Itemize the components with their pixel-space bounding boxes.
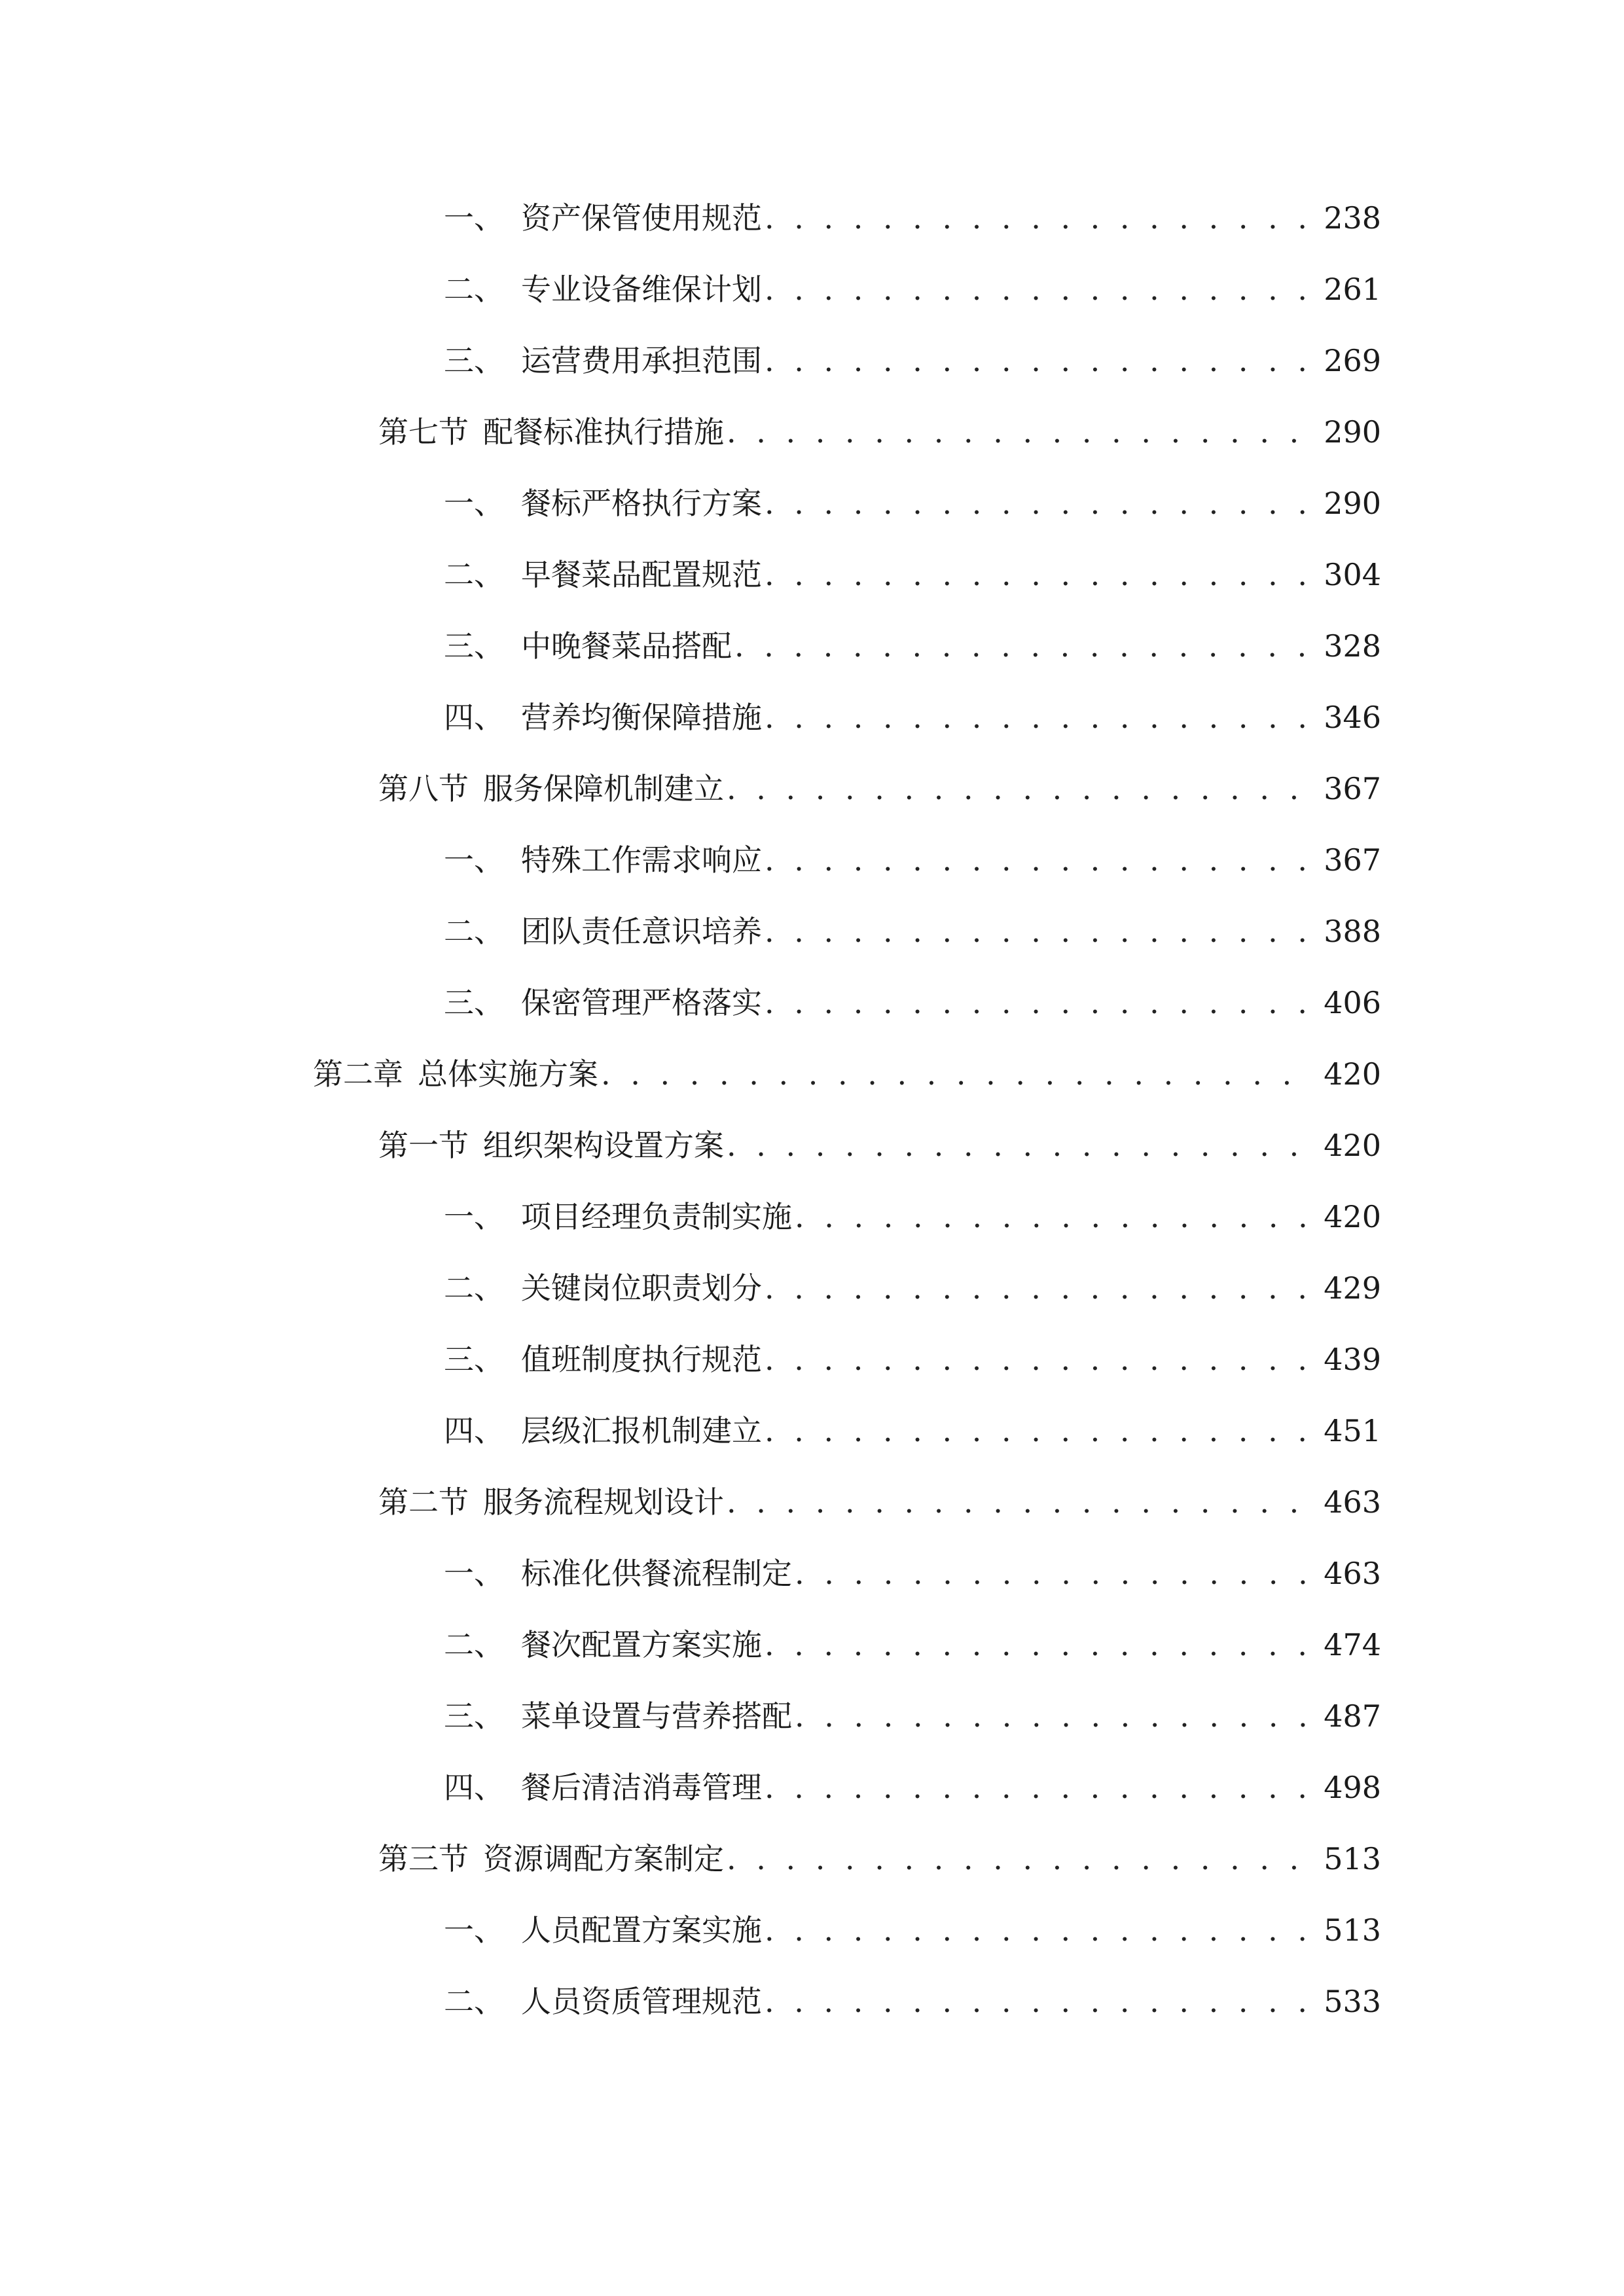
toc-entry-number: 三、	[444, 628, 504, 664]
dot-leader	[734, 626, 1313, 666]
toc-entry-title: 标准化供餐流程制定	[521, 1556, 792, 1591]
toc-entry-title: 人员资质管理规范	[521, 1984, 762, 2019]
dot-leader	[765, 484, 1313, 523]
toc-entry[interactable]	[444, 270, 1381, 309]
toc-entry-page: 238	[1324, 200, 1381, 236]
toc-entry-page: 487	[1324, 1698, 1381, 1734]
toc-entry[interactable]	[444, 1768, 1381, 1807]
toc-entry-number: 一、	[444, 1199, 504, 1234]
toc-entry[interactable]	[444, 840, 1381, 880]
toc-entry[interactable]	[444, 1340, 1381, 1379]
toc-section-entry[interactable]	[378, 1126, 1381, 1165]
toc-entry-number: 一、	[444, 200, 504, 236]
toc-chapter-entry[interactable]	[313, 1054, 1381, 1094]
toc-entry-page: 420	[1324, 1199, 1381, 1234]
toc-entry[interactable]	[444, 912, 1381, 951]
dot-leader	[765, 1768, 1313, 1807]
toc-entry-number: 二、	[444, 914, 504, 949]
toc-entry-title: 总体实施方案	[418, 1056, 598, 1092]
toc-entry-title: 层级汇报机制建立	[521, 1413, 762, 1448]
toc-section-number: 第一节	[378, 1128, 469, 1163]
dot-leader	[765, 1411, 1313, 1450]
toc-entry-page: 420	[1324, 1128, 1381, 1163]
dot-leader	[727, 412, 1313, 452]
toc-entry-title: 餐标严格执行方案	[521, 486, 762, 521]
toc-entry-number: 一、	[444, 486, 504, 521]
toc-entry-number: 一、	[444, 842, 504, 878]
toc-entry-page: 463	[1324, 1556, 1381, 1591]
toc-entry[interactable]	[444, 1411, 1381, 1450]
dot-leader	[765, 1268, 1313, 1308]
toc-entry[interactable]	[444, 1268, 1381, 1308]
toc-entry-number: 一、	[444, 1912, 504, 1948]
toc-section-entry[interactable]	[378, 1839, 1381, 1878]
toc-entry-title: 菜单设置与营养搭配	[521, 1698, 792, 1734]
toc-entry[interactable]	[444, 484, 1381, 523]
toc-entry-number: 二、	[444, 1984, 504, 2019]
toc-entry-title: 团队责任意识培养	[521, 914, 762, 949]
toc-entry-page: 429	[1324, 1270, 1381, 1306]
toc-section-entry[interactable]	[378, 1482, 1381, 1522]
dot-leader	[727, 1482, 1313, 1522]
toc-entry-page: 406	[1324, 985, 1381, 1020]
toc-entry-page: 463	[1324, 1484, 1381, 1520]
toc-chapter-number: 第二章	[313, 1056, 403, 1092]
toc-entry-title: 中晚餐菜品搭配	[521, 628, 732, 664]
toc-entry-title: 组织架构设置方案	[483, 1128, 724, 1163]
toc-entry-number: 二、	[444, 1627, 504, 1662]
toc-entry-title: 运营费用承担范围	[521, 343, 762, 378]
toc-entry-title: 专业设备维保计划	[521, 272, 762, 307]
toc-entry-number: 三、	[444, 343, 504, 378]
toc-section-entry[interactable]	[378, 769, 1381, 808]
toc-entry-number: 三、	[444, 1698, 504, 1734]
toc-entry[interactable]	[444, 698, 1381, 737]
toc-entry-page: 513	[1324, 1841, 1381, 1876]
toc-entry-title: 值班制度执行规范	[521, 1342, 762, 1377]
dot-leader	[765, 912, 1313, 951]
toc-entry[interactable]	[444, 1696, 1381, 1736]
dot-leader	[601, 1054, 1313, 1094]
toc-entry[interactable]	[444, 1197, 1381, 1236]
toc-section-number: 第三节	[378, 1841, 469, 1876]
toc-entry-title: 服务保障机制建立	[483, 771, 724, 806]
dot-leader	[765, 198, 1313, 238]
toc-entry-page: 367	[1324, 842, 1381, 878]
toc-entry-title: 营养均衡保障措施	[521, 700, 762, 735]
toc-entry-page: 513	[1324, 1912, 1381, 1948]
toc-entry-number: 二、	[444, 272, 504, 307]
dot-leader	[765, 1910, 1313, 1950]
dot-leader	[765, 840, 1313, 880]
toc-entry-page: 346	[1324, 700, 1381, 735]
dot-leader	[727, 1839, 1313, 1878]
toc-entry-number: 二、	[444, 557, 504, 592]
toc-entry-page: 451	[1324, 1413, 1381, 1448]
toc-entry-title: 服务流程规划设计	[483, 1484, 724, 1520]
toc-entry[interactable]	[444, 341, 1381, 380]
toc-entry[interactable]	[444, 1554, 1381, 1593]
toc-entry-page: 269	[1324, 343, 1381, 378]
dot-leader	[765, 555, 1313, 594]
toc-section-number: 第八节	[378, 771, 469, 806]
toc-entry-page: 474	[1324, 1627, 1381, 1662]
toc-entry-number: 四、	[444, 700, 504, 735]
toc-entry-page: 328	[1324, 628, 1381, 664]
dot-leader	[727, 769, 1313, 808]
dot-leader	[765, 983, 1313, 1022]
dot-leader	[795, 1197, 1313, 1236]
toc-entry[interactable]	[444, 626, 1381, 666]
toc-entry-number: 一、	[444, 1556, 504, 1591]
toc-entry-page: 439	[1324, 1342, 1381, 1377]
toc-entry-page: 498	[1324, 1770, 1381, 1805]
toc-entry-number: 四、	[444, 1413, 504, 1448]
toc-entry-title: 关键岗位职责划分	[521, 1270, 762, 1306]
toc-entry-title: 人员配置方案实施	[521, 1912, 762, 1948]
toc-entry-title: 配餐标准执行措施	[483, 414, 724, 450]
toc-entry-title: 资产保管使用规范	[521, 200, 762, 236]
dot-leader	[765, 1340, 1313, 1379]
toc-entry-title: 餐后清洁消毒管理	[521, 1770, 762, 1805]
toc-entry-page: 261	[1324, 272, 1381, 307]
dot-leader	[727, 1126, 1313, 1165]
toc-entry[interactable]	[444, 983, 1381, 1022]
dot-leader	[795, 1554, 1313, 1593]
dot-leader	[765, 341, 1313, 380]
toc-entry[interactable]	[444, 1910, 1381, 1950]
toc-entry-page: 304	[1324, 557, 1381, 592]
toc-entry-page: 290	[1324, 414, 1381, 450]
toc-entry-title: 特殊工作需求响应	[521, 842, 762, 878]
toc-entry-page: 367	[1324, 771, 1381, 806]
toc-entry-title: 早餐菜品配置规范	[521, 557, 762, 592]
toc-entry-number: 三、	[444, 1342, 504, 1377]
toc-entry[interactable]	[444, 1982, 1381, 2021]
toc-entry-number: 四、	[444, 1770, 504, 1805]
toc-entry-page: 420	[1324, 1056, 1381, 1092]
toc-entry[interactable]	[444, 555, 1381, 594]
toc-section-entry[interactable]	[378, 412, 1381, 452]
toc-section-number: 第二节	[378, 1484, 469, 1520]
toc-section-number: 第七节	[378, 414, 469, 450]
toc-entry-title: 资源调配方案制定	[483, 1841, 724, 1876]
dot-leader	[765, 270, 1313, 309]
toc-entry-page: 388	[1324, 914, 1381, 949]
toc-entry-page: 290	[1324, 486, 1381, 521]
toc-entry-number: 二、	[444, 1270, 504, 1306]
toc-entry-title: 餐次配置方案实施	[521, 1627, 762, 1662]
dot-leader	[795, 1696, 1313, 1736]
toc-entry-page: 533	[1324, 1984, 1381, 2019]
dot-leader	[765, 1625, 1313, 1664]
toc-entry-title: 项目经理负责制实施	[521, 1199, 792, 1234]
dot-leader	[765, 1982, 1313, 2021]
toc-entry-number: 三、	[444, 985, 504, 1020]
toc-entry-title: 保密管理严格落实	[521, 985, 762, 1020]
dot-leader	[765, 698, 1313, 737]
toc-entry[interactable]	[444, 198, 1381, 238]
toc-entry[interactable]	[444, 1625, 1381, 1664]
